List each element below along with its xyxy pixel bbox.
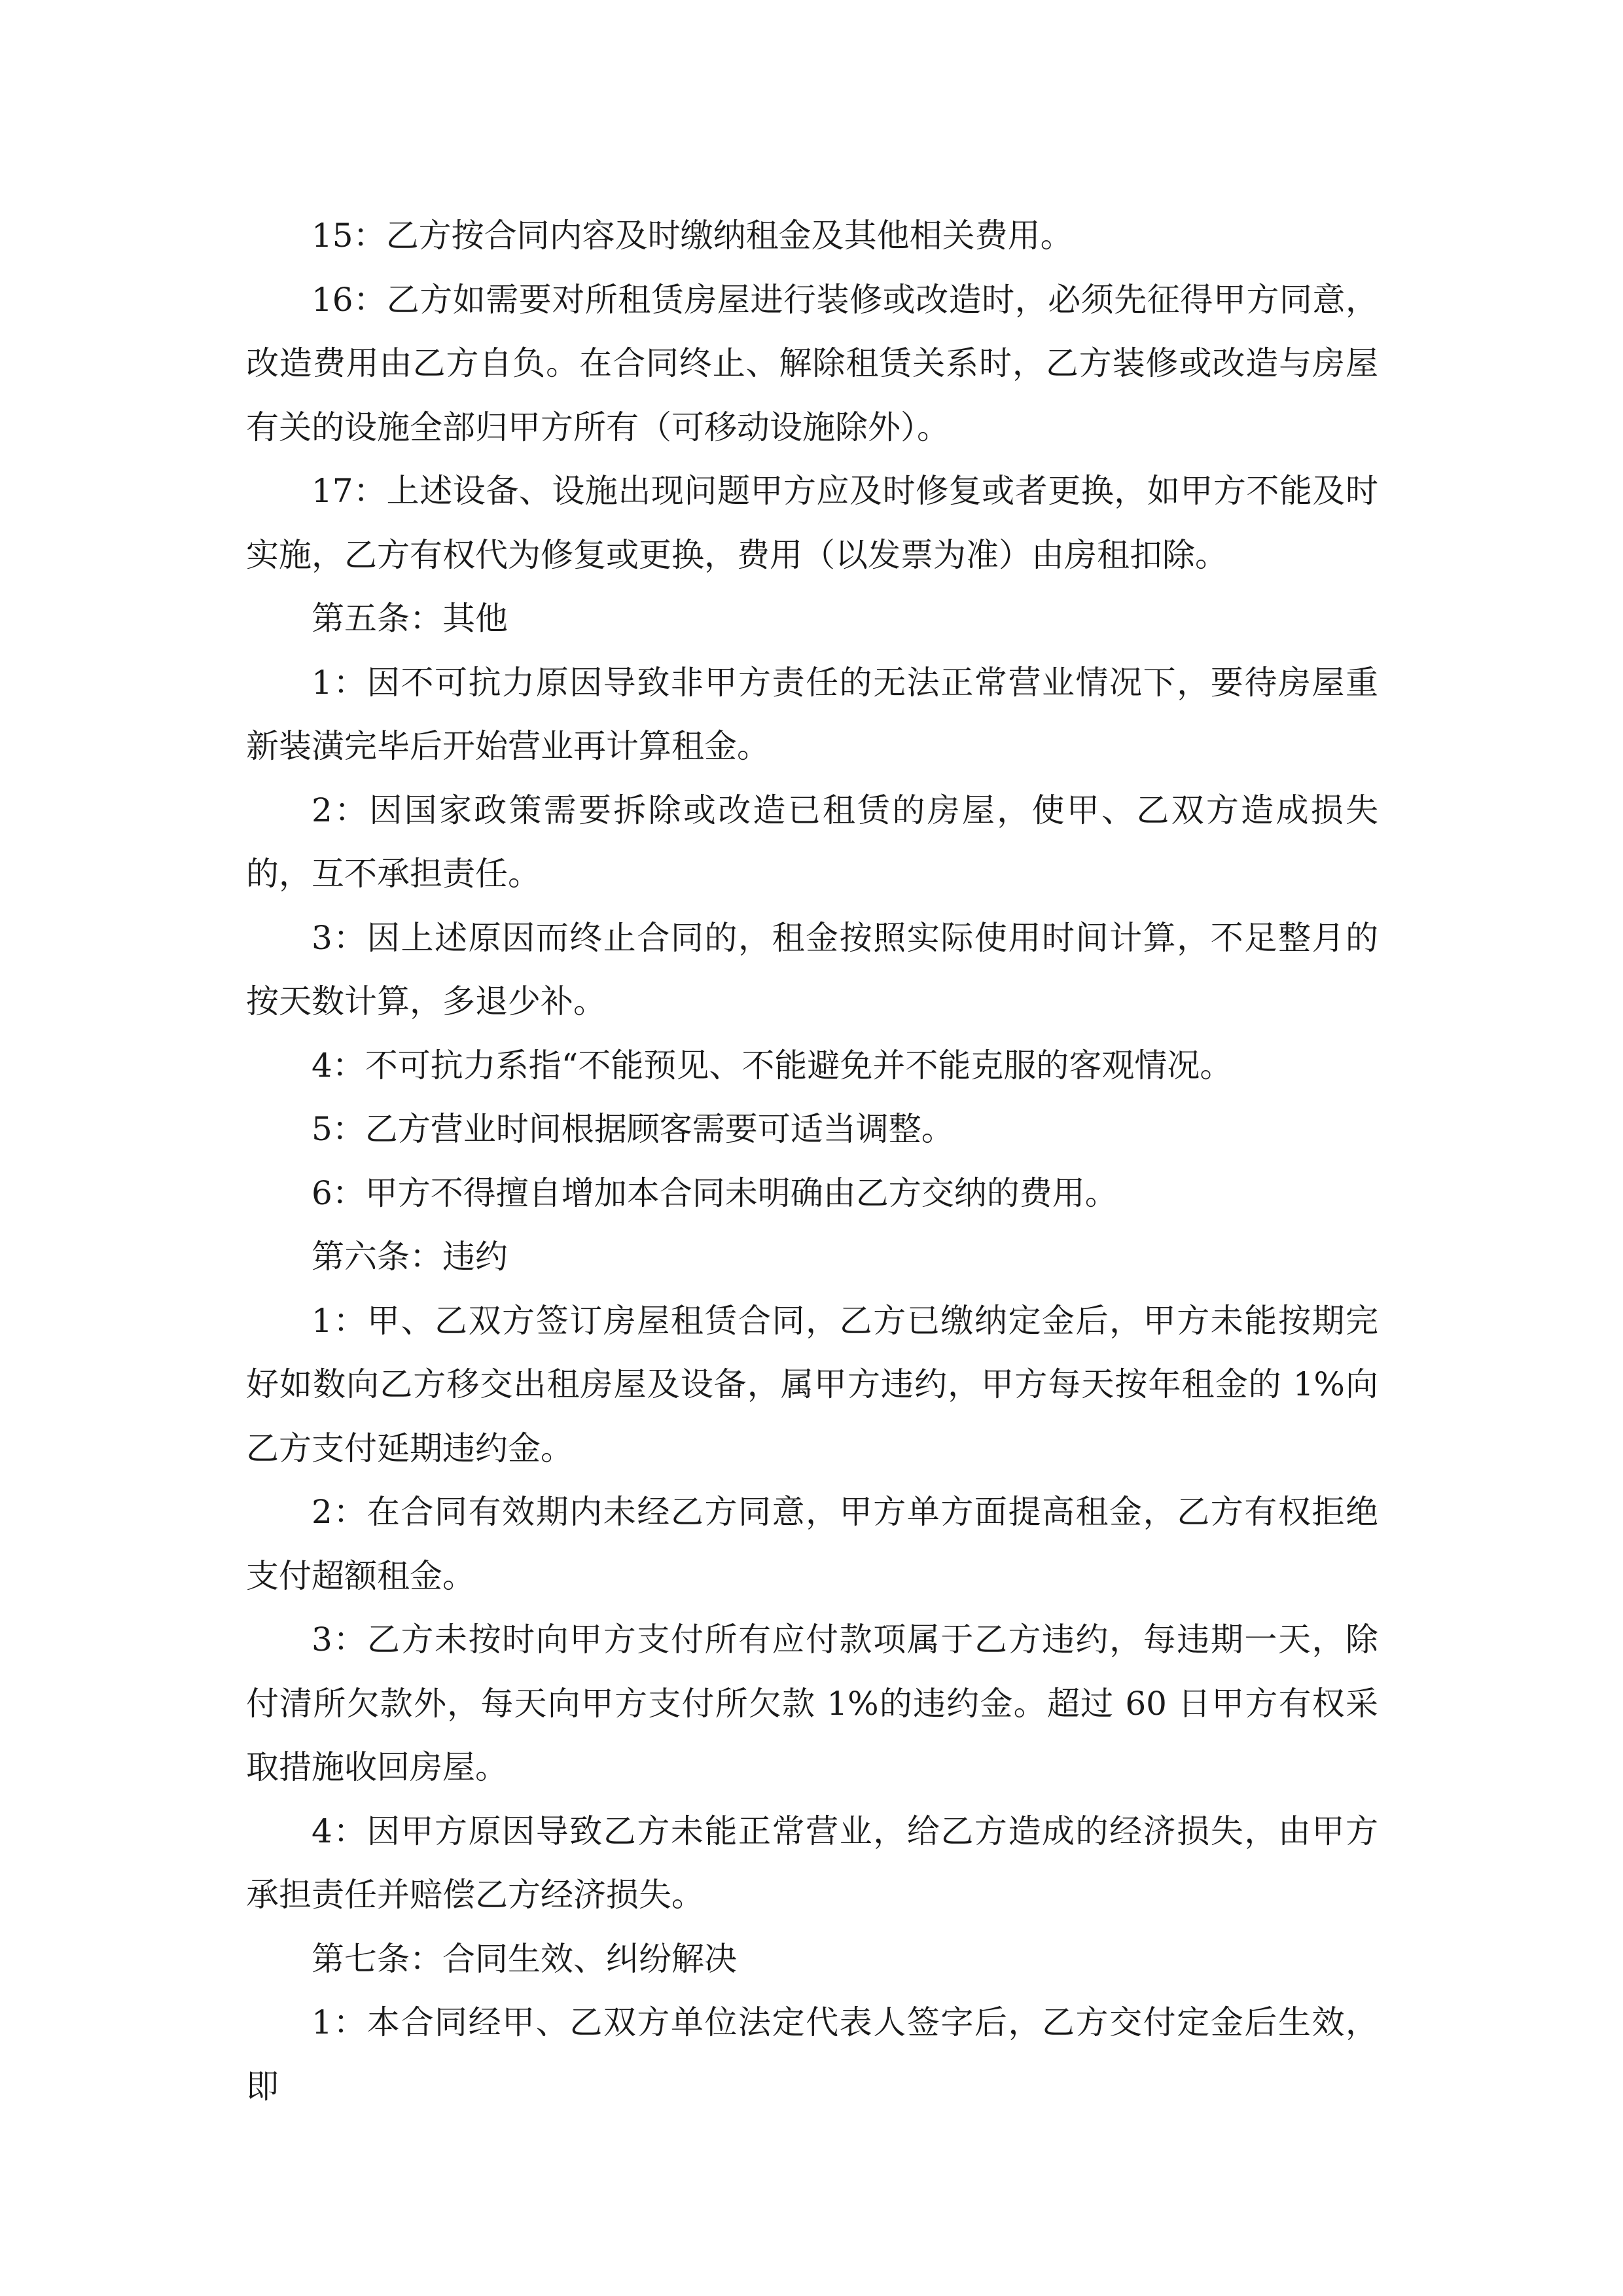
section7-item-1: 1：本合同经甲、乙双方单位法定代表人签字后，乙方交付定金后生效，即 — [246, 2003, 1378, 2106]
section5-item-1: 1：因不可抗力原因导致非甲方责任的无法正常营业情况下，要待房屋重新装潢完毕后开始营业再计算租金。 — [246, 663, 1378, 765]
section5-item-4: 4：不可抗力系指“不能预见、不能避免并不能克服的客观情况。 — [312, 1046, 1233, 1085]
section6-item-3: 3：乙方未按时向甲方支付所有应付款项属于乙方违约，每违期一天，除付清所欠款外，每天向甲方支付所欠款 1%的违约金。超过 60 日甲方有权采取措施收回房屋。 — [246, 1621, 1378, 1786]
section6-item-1: 1：甲、乙双方签订房屋租赁合同，乙方已缴纳定金后，甲方未能按期完好如数向乙方移交出租房屋及设备，属甲方违约，甲方每天按年租金的 1%向乙方支付延期违约金。 — [246, 1301, 1378, 1467]
clause-16: 16：乙方如需要对所租赁房屋进行装修或改造时，必须先征得甲方同意，改造费用由乙方自负。在合同终止、解除租赁关系时，乙方装修或改造与房屋有关的设施全部归甲方所有（可移动设施除外）。 — [246, 280, 1378, 446]
section5-item-2: 2：因国家政策需要拆除或改造已租赁的房屋，使甲、乙双方造成损失的，互不承担责任。 — [246, 791, 1378, 893]
section-heading-6: 第六条：违约 — [312, 1238, 508, 1276]
section5-item-5: 5：乙方营业时间根据顾客需要可适当调整。 — [312, 1110, 954, 1148]
document-body — [246, 204, 1378, 2119]
section-heading-5: 第五条：其他 — [312, 600, 508, 637]
section5-item-6: 6：甲方不得擅自增加本合同未明确由乙方交纳的费用。 — [312, 1174, 1118, 1212]
clause-15: 15：乙方按合同内容及时缴纳租金及其他相关费用。 — [312, 217, 1073, 255]
section6-item-2: 2：在合同有效期内未经乙方同意，甲方单方面提高租金，乙方有权拒绝支付超额租金。 — [246, 1493, 1378, 1595]
section6-item-4: 4：因甲方原因导致乙方未能正常营业，给乙方造成的经济损失，由甲方承担责任并赔偿乙方经济损失。 — [246, 1812, 1378, 1914]
clause-17: 17：上述设备、设施出现问题甲方应及时修复或者更换，如甲方不能及时实施，乙方有权代为修复或更换，费用（以发票为准）由房租扣除。 — [246, 472, 1378, 574]
section-heading-7: 第七条：合同生效、纠纷解决 — [312, 1939, 737, 1978]
section5-item-3: 3：因上述原因而终止合同的，租金按照实际使用时间计算，不足整月的按天数计算，多退少补。 — [246, 918, 1378, 1020]
